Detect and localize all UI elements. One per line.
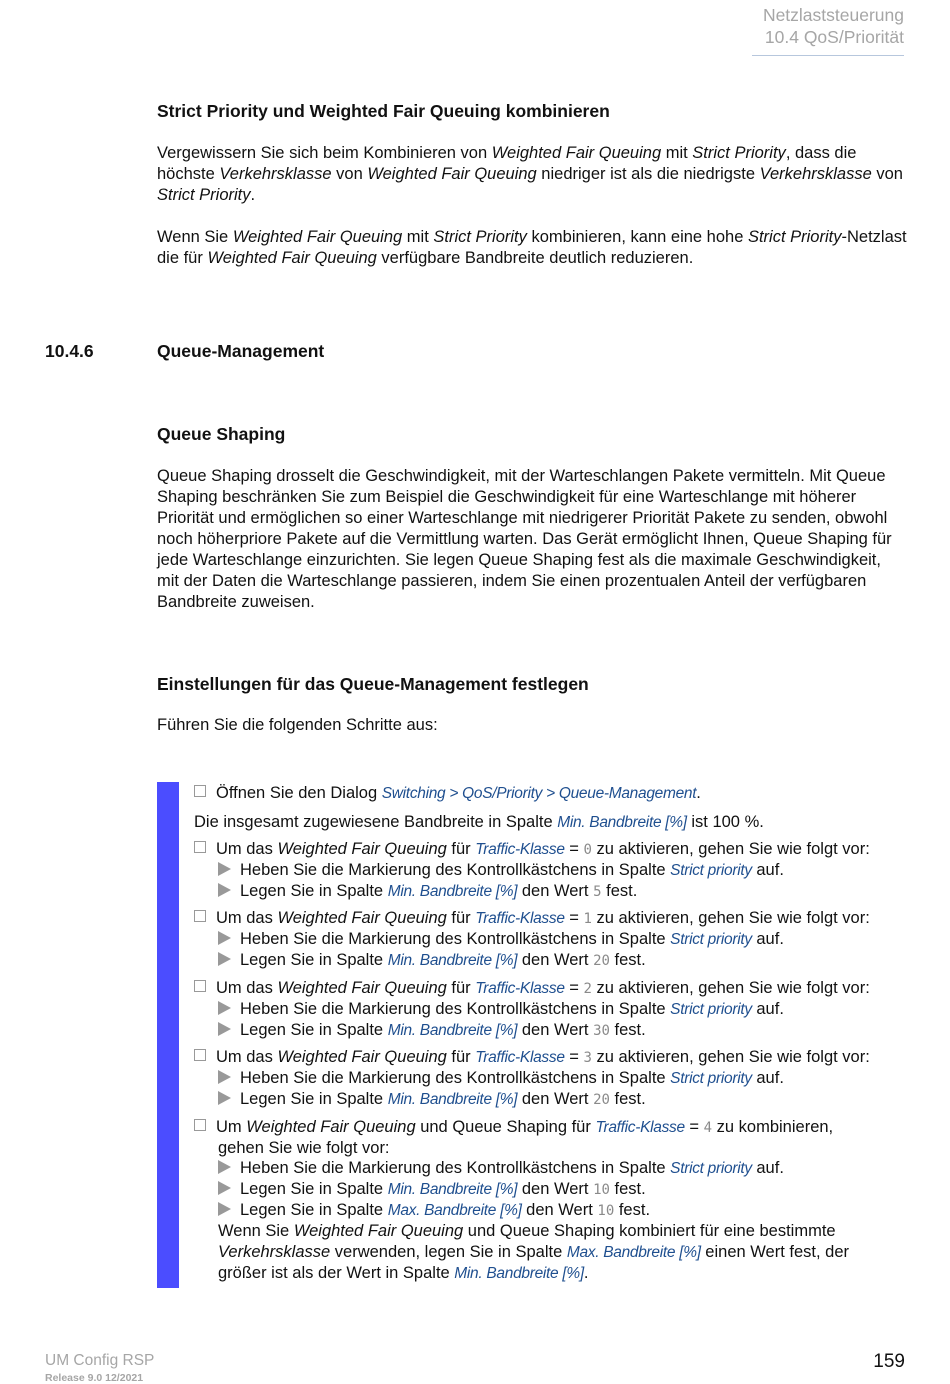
- arrow-icon: [218, 931, 231, 945]
- substep-class-3-min: Legen Sie in Spalte Min. Bandbreite [%] den Wert 20 fest.: [218, 1089, 646, 1111]
- dialog-path: Switching > QoS/Priority > Queue-Management: [381, 785, 697, 802]
- arrow-icon: [218, 952, 231, 966]
- step-class-4: Um Weighted Fair Queuing und Queue Shaping für Traffic-Klasse = 4 zu kombinieren,: [194, 1117, 833, 1139]
- heading-combine: Strict Priority und Weighted Fair Queuing kombinieren: [157, 101, 610, 121]
- substep-class-0-min: Legen Sie in Spalte Min. Bandbreite [%] den Wert 5 fest.: [218, 881, 637, 903]
- substep-class-4-max: Legen Sie in Spalte Max. Bandbreite [%] den Wert 10 fest.: [218, 1200, 650, 1222]
- substep-class-4-min: Legen Sie in Spalte Min. Bandbreite [%] den Wert 10 fest.: [218, 1179, 646, 1201]
- section-number: 10.4.6: [45, 341, 94, 361]
- footer-doc-title: UM Config RSP: [45, 1352, 155, 1369]
- heading-queue-shaping: Queue Shaping: [157, 424, 286, 444]
- checkbox-icon: [194, 841, 206, 853]
- running-header: [763, 4, 904, 48]
- arrow-icon: [218, 1070, 231, 1084]
- substep-class-1-uncheck: Heben Sie die Markierung des Kontrollkästchens in Spalte Strict priority auf.: [218, 929, 784, 950]
- arrow-icon: [218, 1091, 231, 1105]
- step-open-dialog: Öffnen Sie den Dialog Switching > QoS/Priority > Queue-Management.: [194, 783, 701, 804]
- note-total-bandwidth: Die insgesamt zugewiesene Bandbreite in Spalte Min. Bandbreite [%] ist 100 %.: [194, 813, 764, 831]
- step-class-2: Um das Weighted Fair Queuing für Traffic-Klasse = 2 zu aktivieren, gehen Sie wie folgt vor:: [194, 978, 870, 1000]
- step-class-3: Um das Weighted Fair Queuing für Traffic-Klasse = 3 zu aktivieren, gehen Sie wie folgt vor:: [194, 1047, 870, 1069]
- arrow-icon: [218, 883, 231, 897]
- checkbox-icon: [194, 1049, 206, 1061]
- substep-class-0-uncheck: Heben Sie die Markierung des Kontrollkästchens in Spalte Strict priority auf.: [218, 860, 784, 881]
- paragraph-steps-intro: Führen Sie die folgenden Schritte aus:: [157, 716, 438, 734]
- note-line-3: größer ist als der Wert in Spalte Min. Bandbreite [%].: [218, 1264, 589, 1282]
- note-line-1: Wenn Sie Weighted Fair Queuing und Queue Shaping kombiniert für eine bestimmte: [218, 1222, 836, 1240]
- arrow-icon: [218, 1181, 231, 1195]
- page-number: 159: [873, 1351, 905, 1372]
- arrow-icon: [218, 1160, 231, 1174]
- step-class-4-cont: gehen Sie wie folgt vor:: [218, 1139, 390, 1157]
- substep-class-2-min: Legen Sie in Spalte Min. Bandbreite [%] den Wert 30 fest.: [218, 1020, 646, 1042]
- arrow-icon: [218, 1001, 231, 1015]
- heading-settings: Einstellungen für das Queue-Management festlegen: [157, 674, 589, 694]
- checkbox-icon: [194, 785, 206, 797]
- paragraph-combine-1: Vergewissern Sie sich beim Kombinieren von Weighted Fair Queuing mit Strict Priority, dass die höchste Verkehrsklasse von Weighted Fair Queuing niedriger ist als die niedrigste Verkehrsklasse von Strict Priority.: [157, 144, 903, 204]
- procedure-bar: [157, 782, 179, 1288]
- arrow-icon: [218, 1202, 231, 1216]
- substep-class-2-uncheck: Heben Sie die Markierung des Kontrollkästchens in Spalte Strict priority auf.: [218, 999, 784, 1020]
- section-title: Queue-Management: [157, 341, 325, 361]
- step-class-1: Um das Weighted Fair Queuing für Traffic-Klasse = 1 zu aktivieren, gehen Sie wie folgt vor:: [194, 908, 870, 930]
- substep-class-1-min: Legen Sie in Spalte Min. Bandbreite [%] den Wert 20 fest.: [218, 950, 646, 972]
- note-line-2: Verkehrsklasse verwenden, legen Sie in Spalte Max. Bandbreite [%] einen Wert fest, der: [218, 1243, 849, 1261]
- header-rule: [752, 55, 904, 56]
- checkbox-icon: [194, 980, 206, 992]
- header-chapter: Netzlaststeuerung: [762, 5, 904, 25]
- footer-release: Release 9.0 12/2021: [45, 1372, 144, 1384]
- header-section: 10.4 QoS/Priorität: [764, 27, 904, 47]
- substep-class-4-uncheck: Heben Sie die Markierung des Kontrollkästchens in Spalte Strict priority auf.: [218, 1158, 784, 1179]
- step-class-0: Um das Weighted Fair Queuing für Traffic-Klasse = 0 zu aktivieren, gehen Sie wie folgt vor:: [194, 839, 870, 861]
- arrow-icon: [218, 1022, 231, 1036]
- checkbox-icon: [194, 910, 206, 922]
- checkbox-icon: [194, 1119, 206, 1131]
- paragraph-combine-2: Wenn Sie Weighted Fair Queuing mit Strict Priority kombinieren, kann eine hohe Strict Priority-Netzlast die für Weighted Fair Queuing verfügbare Bandbreite deutlich reduzieren.: [157, 228, 907, 267]
- paragraph-queue-shaping: Queue Shaping drosselt die Geschwindigkeit, mit der Warteschlangen Pakete vermitteln. Mit Queue Shaping beschränken Sie zum Beispiel die Geschwindigkeit für eine Warteschlange mit höherer Priorität und ermöglichen so einer Warteschlange mit niedrigerer Priorität Pakete zu senden, obwohl noch höherpriore Pakete auf die Vermittlung warten. Das Gerät ermöglicht Ihnen, Queue Shaping für jede Warteschlange einzurichten. Sie legen Queue Shaping fest als die maximale Geschwindigkeit, mit der Daten die Warteschlange passieren, indem Sie einen prozentualen Anteil der verfügbaren Bandbreite zuweisen.: [157, 467, 892, 611]
- substep-class-3-uncheck: Heben Sie die Markierung des Kontrollkästchens in Spalte Strict priority auf.: [218, 1068, 784, 1089]
- arrow-icon: [218, 862, 231, 876]
